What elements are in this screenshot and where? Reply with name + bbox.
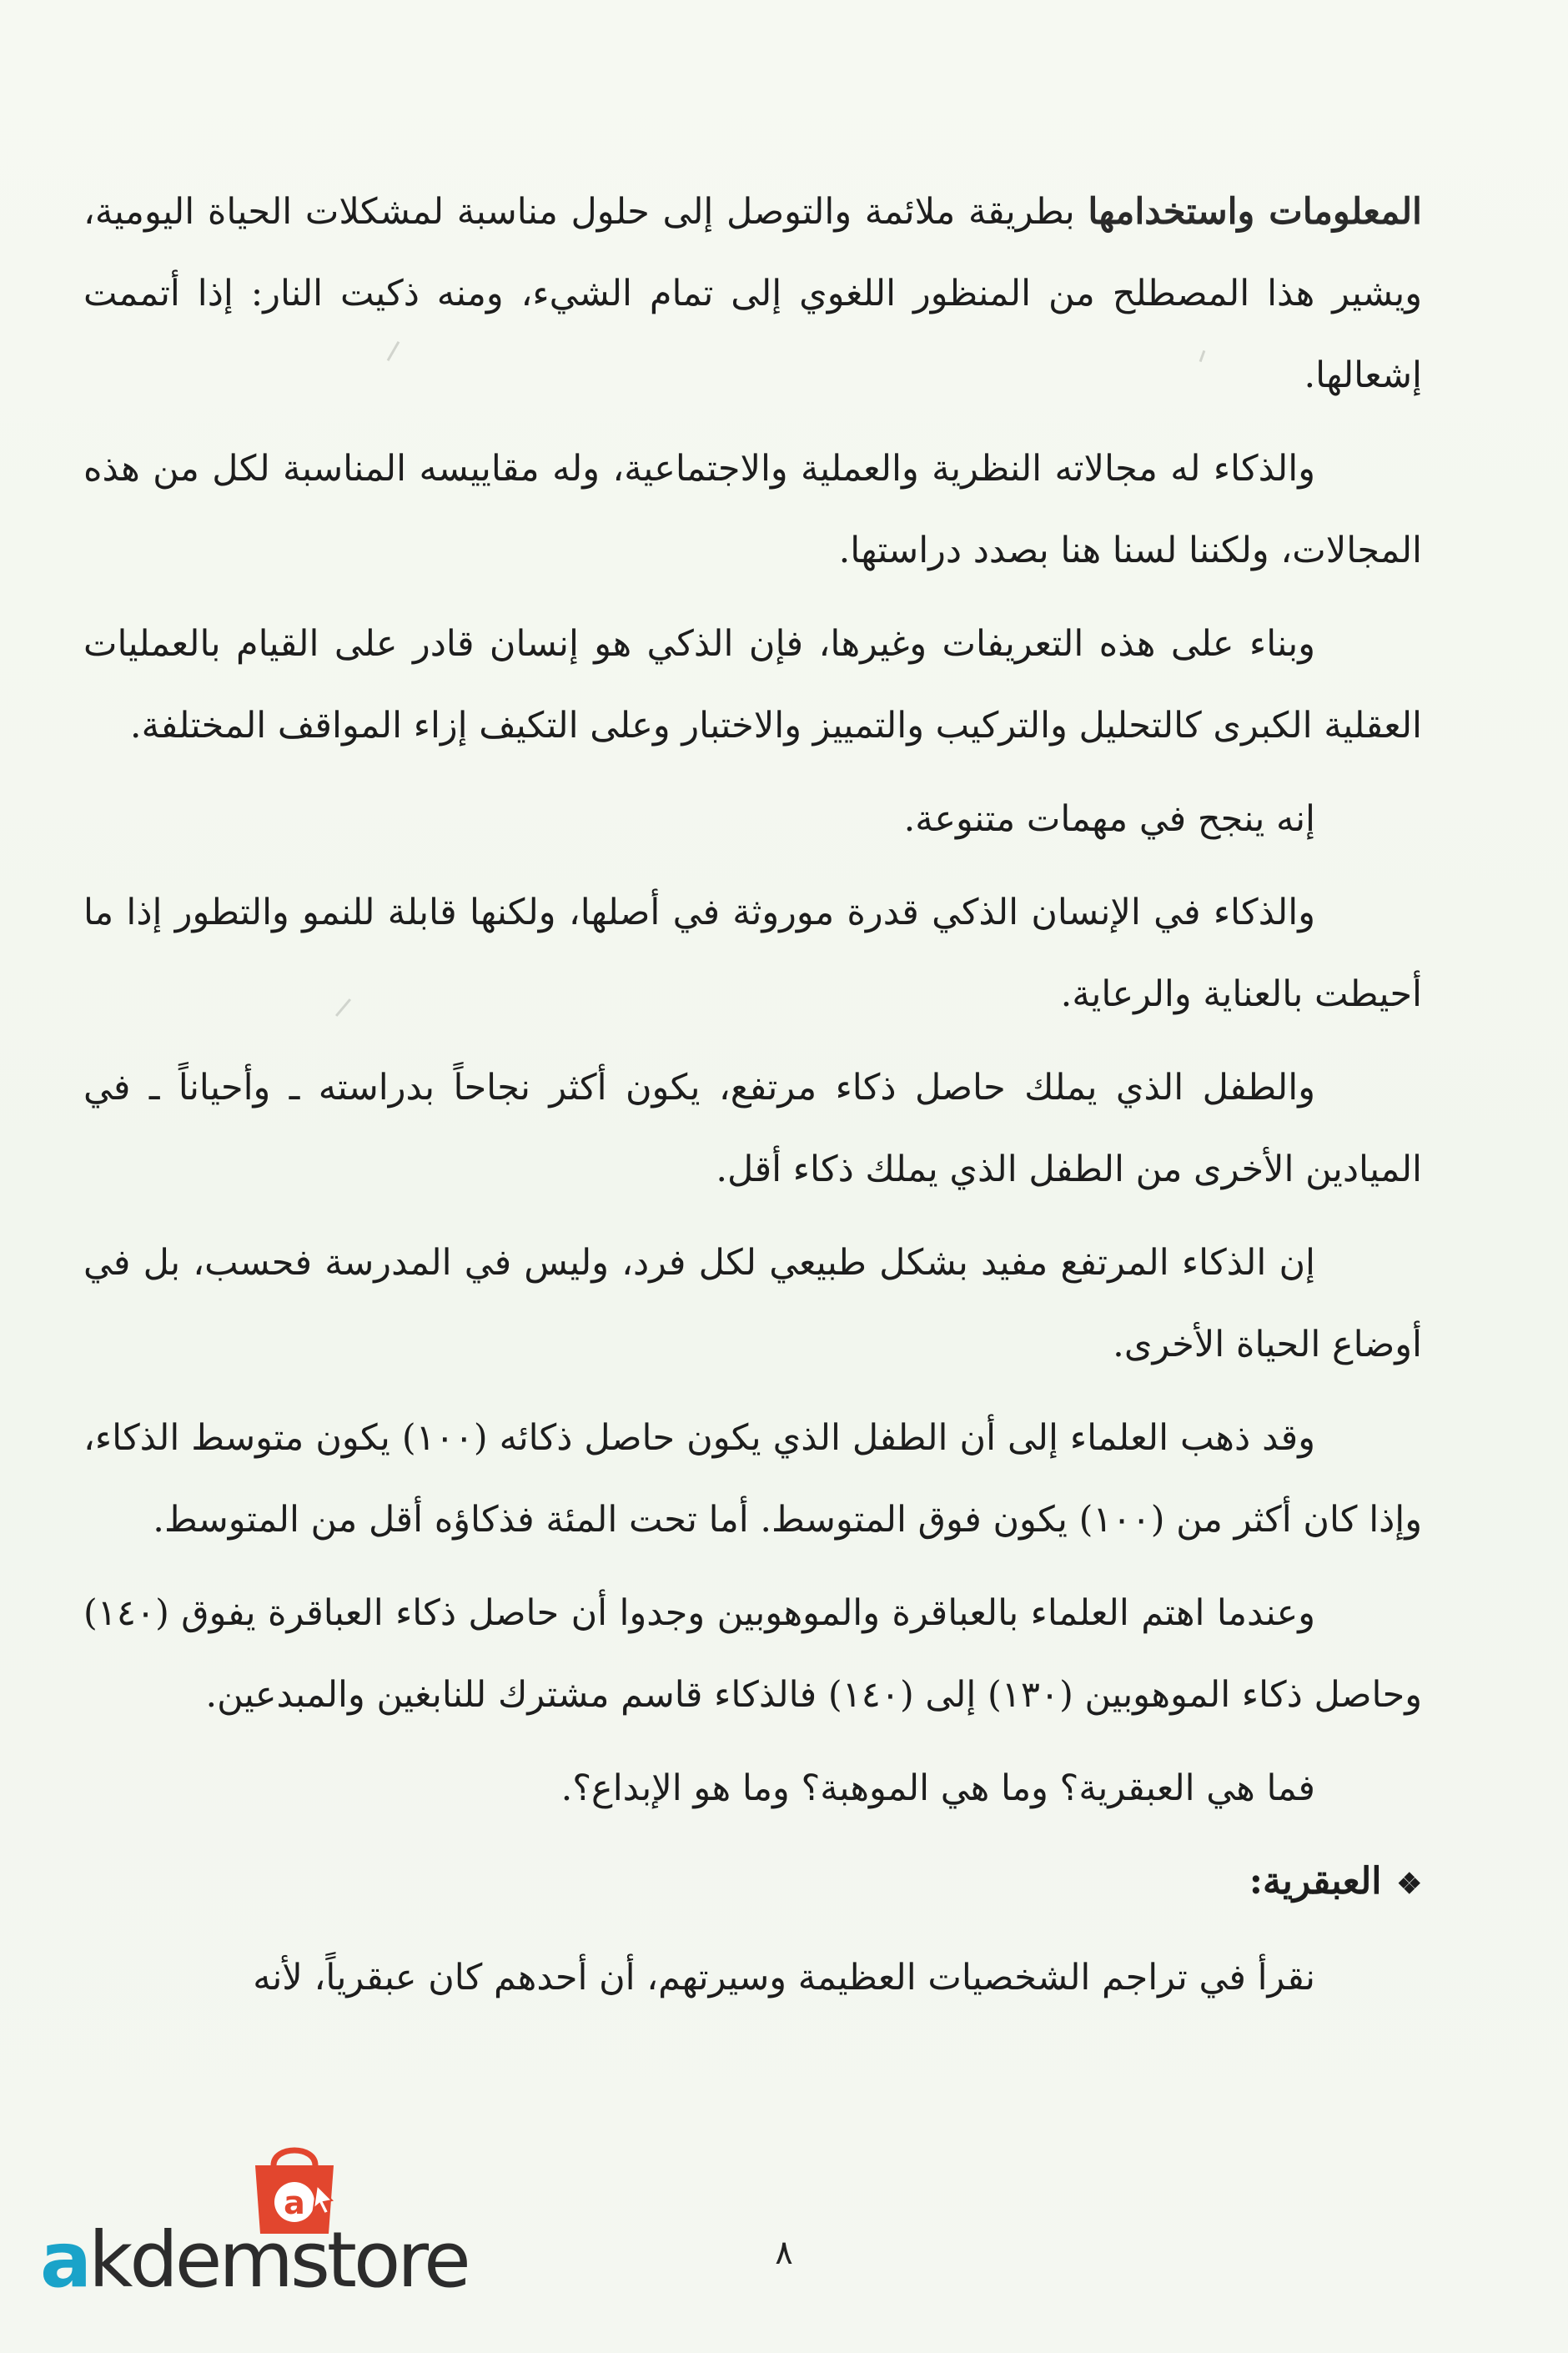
paragraph-1-lead: المعلومات واستخدامها (1088, 191, 1422, 233)
section-heading (83, 1841, 1422, 1925)
diamond-bullet-icon: ❖ (1396, 1867, 1422, 1901)
paragraph-1 (83, 171, 1422, 416)
paragraph-8: وقد ذهب العلماء إلى أن الطفل الذي يكون حاصل ذكائه (١٠٠) يكون متوسط الذكاء، وإذا كان أكثر من (١٠٠) يكون فوق المتوسط. أما تحت المئة فذكاؤه أقل من المتوسط. (83, 1417, 1422, 1541)
bag-letter: a (284, 2185, 305, 2221)
paragraph-11: نقرأ في تراجم الشخصيات العظيمة وسيرتهم، أن أحدهم كان عبقرياً، لأنه (253, 1956, 1315, 1999)
watermark-rest: kdemstore (88, 2215, 468, 2305)
watermark-letter-a: a (40, 2215, 89, 2305)
paragraph-1-text: بطريقة ملائمة والتوصل إلى حلول مناسبة لمشكلات الحياة اليومية، ويشير هذا المصطلح من المنظور اللغوي إلى تمام الشيء، ومنه ذكيت النار: إذا أتممت إشعالها. (83, 191, 1422, 396)
paragraph-9: وعندما اهتم العلماء بالعباقرة والموهوبين وجدوا أن حاصل ذكاء العباقرة يفوق (١٤٠) وحاصل ذكاء الموهوبين (١٣٠) إلى (١٤٠) فالذكاء قاسم مشترك للنابغين والمبدعين. (83, 1592, 1422, 1716)
paragraph-3: وبناء على هذه التعريفات وغيرها، فإن الذكي هو إنسان قادر على القيام بالعمليات العقلية الكبرى كالتحليل والتركيب والتمييز والاختبار وعلى التكيف إزاء المواقف المختلفة. (83, 623, 1422, 747)
paragraph-6: والطفل الذي يملك حاصل ذكاء مرتفع، يكون أكثر نجاحاً بدراسته ـ وأحياناً ـ في الميادين الأخرى من الطفل الذي يملك ذكاء أقل. (83, 1067, 1422, 1190)
watermark-text (40, 2215, 468, 2305)
section-heading-text: العبقرية: (1249, 1860, 1382, 1903)
body-text (83, 171, 1422, 2030)
paragraph-10: فما هي العبقرية؟ وما هي الموهبة؟ وما هو الإبداع؟. (560, 1767, 1315, 1809)
store-watermark (40, 2137, 474, 2312)
paragraph-4: إنه ينجح في مهمات متنوعة. (903, 798, 1315, 840)
paragraph-2: والذكاء له مجالاته النظرية والعملية والاجتماعية، وله مقاييسه المناسبة لكل من هذه المجالات، ولكننا لسنا هنا بصدد دراستها. (83, 448, 1422, 571)
paragraph-5: والذكاء في الإنسان الذكي قدرة موروثة في أصلها، ولكنها قابلة للنمو والتطور إذا ما أحيطت بالعناية والرعاية. (83, 892, 1422, 1015)
paragraph-7: إن الذكاء المرتفع مفيد بشكل طبيعي لكل فرد، وليس في المدرسة فحسب، بل في أوضاع الحياة الأخرى. (83, 1242, 1422, 1365)
page-number: ٨ (775, 2234, 793, 2272)
